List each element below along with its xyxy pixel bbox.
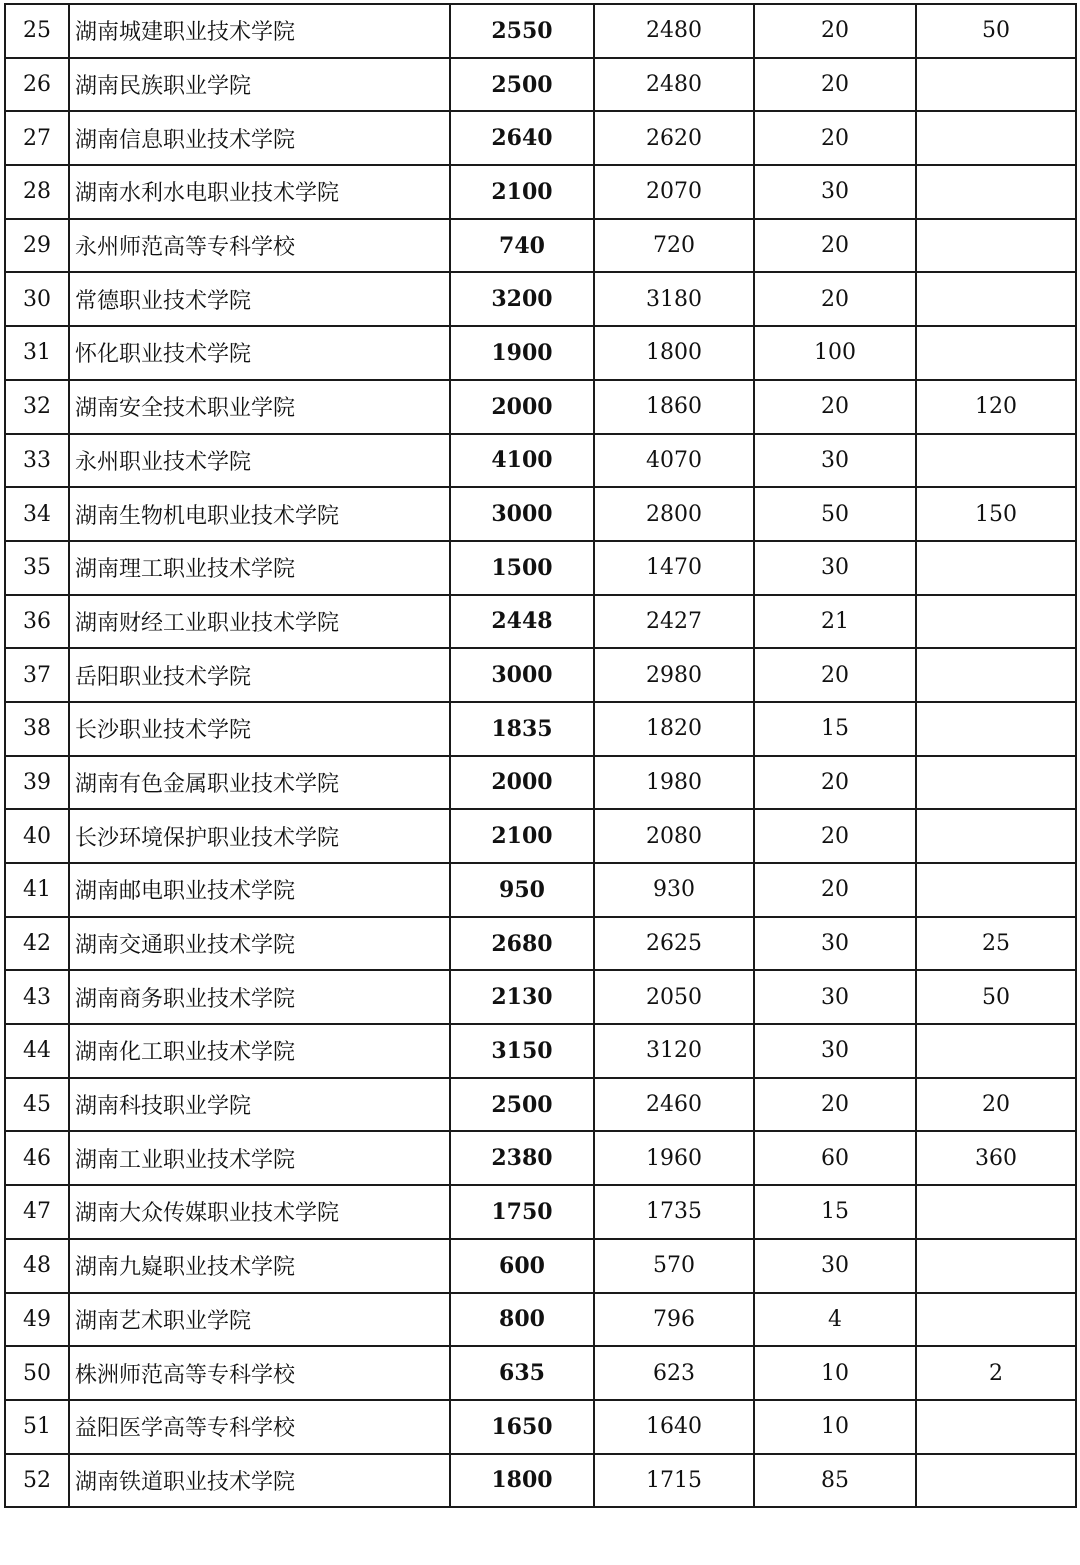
- row-number-cell: 34: [5, 487, 69, 541]
- total-plan-cell: 2130: [450, 970, 594, 1024]
- row-number-cell: 33: [5, 434, 69, 488]
- total-plan-cell: 1750: [450, 1185, 594, 1239]
- column-5-cell: [916, 272, 1076, 326]
- row-number-cell: 48: [5, 1239, 69, 1293]
- column-4-cell: 20: [754, 756, 916, 810]
- column-3-cell: 2050: [594, 970, 754, 1024]
- column-3-cell: 3180: [594, 272, 754, 326]
- school-name-cell: 长沙环境保护职业技术学院: [69, 809, 450, 863]
- row-number-cell: 43: [5, 970, 69, 1024]
- table-row: [5, 595, 1076, 649]
- table-row: [5, 1400, 1076, 1454]
- table-row: [5, 863, 1076, 917]
- column-5-cell: [916, 165, 1076, 219]
- school-name-cell: 株洲师范高等专科学校: [69, 1346, 450, 1400]
- column-4-cell: 100: [754, 326, 916, 380]
- column-3-cell: 1800: [594, 326, 754, 380]
- row-number-cell: 47: [5, 1185, 69, 1239]
- school-name-cell: 湖南城建职业技术学院: [69, 4, 450, 58]
- school-name-cell: 永州师范高等专科学校: [69, 219, 450, 273]
- column-3-cell: 1820: [594, 702, 754, 756]
- total-plan-cell: 740: [450, 219, 594, 273]
- column-5-cell: 50: [916, 4, 1076, 58]
- column-5-cell: 25: [916, 917, 1076, 971]
- school-name-cell: 湖南工业职业技术学院: [69, 1131, 450, 1185]
- table-row: [5, 1024, 1076, 1078]
- column-3-cell: 4070: [594, 434, 754, 488]
- total-plan-cell: 600: [450, 1239, 594, 1293]
- table-row: [5, 1293, 1076, 1347]
- column-5-cell: 150: [916, 487, 1076, 541]
- row-number-cell: 51: [5, 1400, 69, 1454]
- table-row: [5, 434, 1076, 488]
- column-3-cell: 1640: [594, 1400, 754, 1454]
- total-plan-cell: 2380: [450, 1131, 594, 1185]
- school-name-cell: 湖南生物机电职业技术学院: [69, 487, 450, 541]
- column-5-cell: [916, 756, 1076, 810]
- table-row: [5, 219, 1076, 273]
- column-4-cell: 15: [754, 1185, 916, 1239]
- row-number-cell: 30: [5, 272, 69, 326]
- column-4-cell: 20: [754, 863, 916, 917]
- school-name-cell: 岳阳职业技术学院: [69, 648, 450, 702]
- column-5-cell: [916, 809, 1076, 863]
- column-4-cell: 20: [754, 4, 916, 58]
- column-3-cell: 2800: [594, 487, 754, 541]
- school-name-cell: 湖南理工职业技术学院: [69, 541, 450, 595]
- column-5-cell: [916, 541, 1076, 595]
- total-plan-cell: 2000: [450, 380, 594, 434]
- column-3-cell: 2480: [594, 4, 754, 58]
- table-row: [5, 1078, 1076, 1132]
- total-plan-cell: 635: [450, 1346, 594, 1400]
- column-4-cell: 10: [754, 1346, 916, 1400]
- school-name-cell: 湖南科技职业学院: [69, 1078, 450, 1132]
- total-plan-cell: 2640: [450, 111, 594, 165]
- school-name-cell: 湖南有色金属职业技术学院: [69, 756, 450, 810]
- column-4-cell: 20: [754, 648, 916, 702]
- column-4-cell: 20: [754, 380, 916, 434]
- column-3-cell: 2625: [594, 917, 754, 971]
- column-3-cell: 720: [594, 219, 754, 273]
- column-5-cell: 120: [916, 380, 1076, 434]
- column-4-cell: 4: [754, 1293, 916, 1347]
- table-row: [5, 111, 1076, 165]
- column-5-cell: [916, 58, 1076, 112]
- column-4-cell: 10: [754, 1400, 916, 1454]
- column-4-cell: 20: [754, 1078, 916, 1132]
- row-number-cell: 27: [5, 111, 69, 165]
- column-5-cell: 360: [916, 1131, 1076, 1185]
- school-name-cell: 湖南九嶷职业技术学院: [69, 1239, 450, 1293]
- column-3-cell: 2070: [594, 165, 754, 219]
- table-row: [5, 1454, 1076, 1508]
- column-4-cell: 30: [754, 970, 916, 1024]
- row-number-cell: 49: [5, 1293, 69, 1347]
- table-row: [5, 702, 1076, 756]
- column-5-cell: [916, 1024, 1076, 1078]
- total-plan-cell: 2500: [450, 58, 594, 112]
- table-row: [5, 1239, 1076, 1293]
- school-name-cell: 长沙职业技术学院: [69, 702, 450, 756]
- enrollment-plan-table: [4, 3, 1077, 1508]
- row-number-cell: 39: [5, 756, 69, 810]
- table-row: [5, 58, 1076, 112]
- school-name-cell: 益阳医学高等专科学校: [69, 1400, 450, 1454]
- column-4-cell: 85: [754, 1454, 916, 1508]
- total-plan-cell: 2500: [450, 1078, 594, 1132]
- column-4-cell: 30: [754, 165, 916, 219]
- column-4-cell: 30: [754, 917, 916, 971]
- row-number-cell: 31: [5, 326, 69, 380]
- column-5-cell: [916, 595, 1076, 649]
- row-number-cell: 38: [5, 702, 69, 756]
- total-plan-cell: 1835: [450, 702, 594, 756]
- table-row: [5, 272, 1076, 326]
- row-number-cell: 45: [5, 1078, 69, 1132]
- school-name-cell: 湖南邮电职业技术学院: [69, 863, 450, 917]
- total-plan-cell: 2550: [450, 4, 594, 58]
- column-5-cell: [916, 1293, 1076, 1347]
- column-5-cell: 50: [916, 970, 1076, 1024]
- column-4-cell: 30: [754, 434, 916, 488]
- table-row: [5, 917, 1076, 971]
- column-5-cell: [916, 1185, 1076, 1239]
- row-number-cell: 29: [5, 219, 69, 273]
- column-4-cell: 20: [754, 272, 916, 326]
- column-5-cell: [916, 1400, 1076, 1454]
- column-4-cell: 30: [754, 541, 916, 595]
- row-number-cell: 52: [5, 1454, 69, 1508]
- column-3-cell: 1715: [594, 1454, 754, 1508]
- row-number-cell: 37: [5, 648, 69, 702]
- column-3-cell: 2460: [594, 1078, 754, 1132]
- total-plan-cell: 3000: [450, 487, 594, 541]
- row-number-cell: 28: [5, 165, 69, 219]
- total-plan-cell: 1900: [450, 326, 594, 380]
- row-number-cell: 41: [5, 863, 69, 917]
- total-plan-cell: 2000: [450, 756, 594, 810]
- total-plan-cell: 1650: [450, 1400, 594, 1454]
- total-plan-cell: 2448: [450, 595, 594, 649]
- school-name-cell: 怀化职业技术学院: [69, 326, 450, 380]
- table-row: [5, 380, 1076, 434]
- column-4-cell: 20: [754, 809, 916, 863]
- school-name-cell: 湖南大众传媒职业技术学院: [69, 1185, 450, 1239]
- column-3-cell: 2427: [594, 595, 754, 649]
- column-5-cell: [916, 1454, 1076, 1508]
- column-3-cell: 1735: [594, 1185, 754, 1239]
- school-name-cell: 湖南信息职业技术学院: [69, 111, 450, 165]
- table-row: [5, 1131, 1076, 1185]
- column-3-cell: 2480: [594, 58, 754, 112]
- school-name-cell: 湖南水利水电职业技术学院: [69, 165, 450, 219]
- school-name-cell: 湖南交通职业技术学院: [69, 917, 450, 971]
- column-5-cell: [916, 219, 1076, 273]
- column-3-cell: 2980: [594, 648, 754, 702]
- total-plan-cell: 3000: [450, 648, 594, 702]
- column-3-cell: 3120: [594, 1024, 754, 1078]
- column-3-cell: 1980: [594, 756, 754, 810]
- total-plan-cell: 2680: [450, 917, 594, 971]
- table-row: [5, 326, 1076, 380]
- total-plan-cell: 4100: [450, 434, 594, 488]
- school-name-cell: 常德职业技术学院: [69, 272, 450, 326]
- column-3-cell: 1860: [594, 380, 754, 434]
- row-number-cell: 40: [5, 809, 69, 863]
- column-5-cell: [916, 648, 1076, 702]
- row-number-cell: 50: [5, 1346, 69, 1400]
- table-row: [5, 541, 1076, 595]
- table-row: [5, 1346, 1076, 1400]
- total-plan-cell: 3150: [450, 1024, 594, 1078]
- row-number-cell: 46: [5, 1131, 69, 1185]
- column-5-cell: 2: [916, 1346, 1076, 1400]
- school-name-cell: 湖南民族职业学院: [69, 58, 450, 112]
- column-3-cell: 796: [594, 1293, 754, 1347]
- table-row: [5, 165, 1076, 219]
- table-row: [5, 487, 1076, 541]
- column-4-cell: 20: [754, 219, 916, 273]
- school-name-cell: 湖南艺术职业学院: [69, 1293, 450, 1347]
- school-name-cell: 湖南安全技术职业学院: [69, 380, 450, 434]
- school-name-cell: 湖南铁道职业技术学院: [69, 1454, 450, 1508]
- table-body: [5, 4, 1076, 1507]
- table-row: [5, 4, 1076, 58]
- column-4-cell: 15: [754, 702, 916, 756]
- column-4-cell: 20: [754, 58, 916, 112]
- total-plan-cell: 3200: [450, 272, 594, 326]
- school-name-cell: 湖南财经工业职业技术学院: [69, 595, 450, 649]
- column-5-cell: [916, 1239, 1076, 1293]
- column-5-cell: [916, 111, 1076, 165]
- column-5-cell: [916, 326, 1076, 380]
- table-row: [5, 970, 1076, 1024]
- table-row: [5, 809, 1076, 863]
- total-plan-cell: 2100: [450, 165, 594, 219]
- column-4-cell: 60: [754, 1131, 916, 1185]
- row-number-cell: 35: [5, 541, 69, 595]
- total-plan-cell: 1500: [450, 541, 594, 595]
- column-4-cell: 21: [754, 595, 916, 649]
- column-3-cell: 623: [594, 1346, 754, 1400]
- table-row: [5, 1185, 1076, 1239]
- column-3-cell: 570: [594, 1239, 754, 1293]
- column-5-cell: [916, 863, 1076, 917]
- total-plan-cell: 1800: [450, 1454, 594, 1508]
- total-plan-cell: 2100: [450, 809, 594, 863]
- row-number-cell: 42: [5, 917, 69, 971]
- column-3-cell: 1470: [594, 541, 754, 595]
- column-5-cell: [916, 702, 1076, 756]
- column-3-cell: 2080: [594, 809, 754, 863]
- school-name-cell: 湖南化工职业技术学院: [69, 1024, 450, 1078]
- column-4-cell: 50: [754, 487, 916, 541]
- table-row: [5, 648, 1076, 702]
- row-number-cell: 36: [5, 595, 69, 649]
- column-3-cell: 1960: [594, 1131, 754, 1185]
- column-3-cell: 930: [594, 863, 754, 917]
- column-4-cell: 30: [754, 1024, 916, 1078]
- column-4-cell: 30: [754, 1239, 916, 1293]
- column-4-cell: 20: [754, 111, 916, 165]
- school-name-cell: 湖南商务职业技术学院: [69, 970, 450, 1024]
- school-name-cell: 永州职业技术学院: [69, 434, 450, 488]
- column-5-cell: 20: [916, 1078, 1076, 1132]
- column-5-cell: [916, 434, 1076, 488]
- table-row: [5, 756, 1076, 810]
- row-number-cell: 26: [5, 58, 69, 112]
- row-number-cell: 44: [5, 1024, 69, 1078]
- row-number-cell: 32: [5, 380, 69, 434]
- total-plan-cell: 950: [450, 863, 594, 917]
- row-number-cell: 25: [5, 4, 69, 58]
- total-plan-cell: 800: [450, 1293, 594, 1347]
- column-3-cell: 2620: [594, 111, 754, 165]
